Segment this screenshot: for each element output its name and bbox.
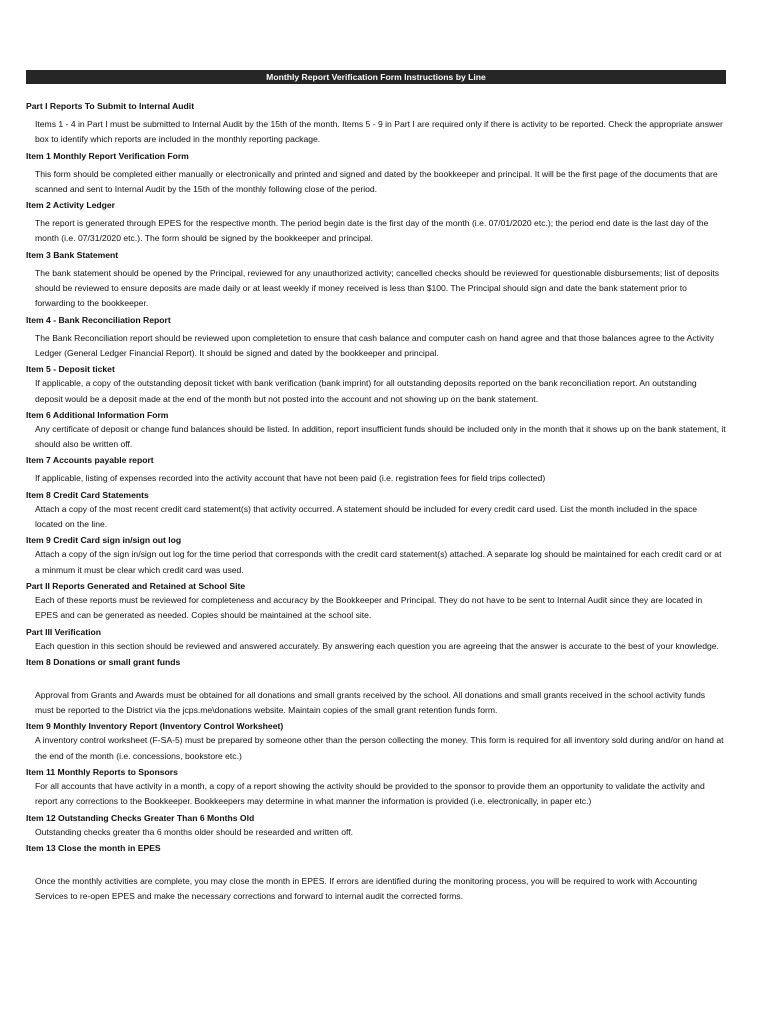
section-heading: Item 2 Activity Ledger (26, 200, 115, 211)
section-text: A inventory control worksheet (F-SA-5) must be prepared by someone other than the person collecting the money. This form is required for all inventory sold during and/or on hand at the end of the month (i.e. concessions, bookstore etc.) (35, 735, 724, 761)
section-part-1 (26, 100, 726, 148)
section-heading: Part III Verification (26, 626, 101, 637)
section-text: If applicable, a copy of the outstanding deposit ticket with bank verification (bank imprint) for all outstanding deposits reported on the bank reconciliation report. An outstanding deposit would be a deposit made at the end of the month but not posted into the account and not showing up on the bank statement. (35, 378, 697, 404)
section-text: Items 1 - 4 in Part I must be submitted to Internal Audit by the 15th of the month. Items 5 - 9 in Part I are required only if there is activity to be reported. Check the appropriate answer box to identify which reports are included in the monthly reporting package. (35, 119, 723, 145)
document-page (26, 70, 726, 907)
document-title: Monthly Report Verification Form Instructions by Line (26, 70, 726, 84)
section-text: Attach a copy of the sign in/sign out log for the time period that corresponds with the credit card statement(s) attached. A separate log should be maintained for each credit card or at a minmum it must be clear which credit card was used. (35, 549, 722, 575)
section-item-2 (26, 199, 726, 247)
section-heading: Item 4 - Bank Reconciliation Report (26, 314, 171, 325)
section-part-3 (26, 626, 726, 654)
section-item-3 (26, 249, 726, 312)
section-item-8 (26, 489, 726, 533)
section-heading: Item 6 Additional Information Form (26, 409, 169, 420)
section-heading: Part I Reports To Submit to Internal Audit (26, 101, 195, 111)
section-text: For all accounts that have activity in a month, a copy of a report showing the activity should be provided to the sponsor to provide them an opportunity to validate the activity and report any corrections to the Bookkeeper. Bookkeepers may determine in what manner the information is provided (i.e. electronically, in paper etc.) (35, 781, 705, 807)
section-heading: Item 8 Credit Card Statements (26, 489, 149, 500)
section-text: Approval from Grants and Awards must be obtained for all donations and small grants received by the school. All donations and small grants received in the school activity funds must be reported to the District via the jcps.me\donations website. Maintain copies of the small grant retention funds form. (35, 689, 706, 716)
section-text: Attach a copy of the most recent credit card statement(s) that activity occurred. A statement should be included for every credit card used. List the month included in the space located on the line. (35, 503, 698, 530)
section-item-4 (26, 314, 726, 362)
section-part-2 (26, 580, 726, 624)
section-heading: Item 1 Monthly Report Verification Form (26, 150, 189, 161)
section-text: The report is generated through EPES for the respective month. The period begin date is the first day of the month (i.e. 07/01/2020 etc.); the period end date is the last day of the month (i.e. 07/31/2020 etc.). The form should be signed by the bookkeeper and principal. (35, 218, 709, 244)
section-item-12 (26, 812, 726, 840)
section-heading: Item 8 Donations or small grant funds (26, 656, 181, 667)
section-text: The Bank Reconciliation report should be reviewed upon completetion to ensure that cash balance and computer cash on hand agree and that those balances agree to the Activity Ledger (General Ledger Financial Report). It should be signed and dated by the bookkeeper and principal. (35, 332, 714, 358)
section-heading: Item 9 Credit Card sign in/sign out log (26, 535, 182, 546)
section-item-11 (26, 766, 726, 810)
section-item-9 (26, 534, 726, 578)
section-heading: Item 9 Monthly Inventory Report (Inventory Control Worksheet) (26, 721, 284, 732)
section-item-1 (26, 150, 726, 198)
section-item-9-inventory (26, 720, 726, 764)
section-heading: Item 3 Bank Statement (26, 249, 119, 260)
section-heading: Item 7 Accounts payable report (26, 455, 154, 466)
section-heading: Part II Reports Generated and Retained at School Site (26, 580, 246, 591)
section-text: Each of these reports must be reviewed for completeness and accuracy by the Bookkeeper and Principal. They do not have to be sent to Internal Audit since they are located in EPES and can be generated as needed. Copies should be maintained at the school site. (35, 594, 703, 621)
section-text: If applicable, listing of expenses recorded into the activity account that have not been paid (i.e. registration fees for field trips collected) (35, 473, 546, 484)
section-item-5 (26, 363, 726, 407)
section-text: Once the monthly activities are complete, you may close the month in EPES. If errors are identified during the monitoring process, you will be required to work with Accounting Services to re-open EPES and make the necessary corrections and forward to internal audit the corrected forms. (35, 875, 698, 902)
section-item-13 (26, 842, 726, 905)
section-text: Each question in this section should be reviewed and answered accurately. By answering each question you are agreeing that the answer is accurate to the best of your knowledge. (35, 640, 719, 651)
section-item-6 (26, 409, 726, 453)
section-text: The bank statement should be opened by the Principal, reviewed for any unauthorized activity; cancelled checks should be reviewed for questionable disbursements; list of deposits should be reviewed to ensure deposits are made daily or at least weekly if money received is less than $100. The Principal should sign and date the bank statement prior to forwarding to the bookkeeper. (35, 267, 720, 309)
section-heading: Item 13 Close the month in EPES (26, 842, 161, 853)
section-item-8-donations (26, 656, 726, 719)
section-text: Outstanding checks greater tha 6 months older should be researded and written off. (35, 826, 354, 837)
section-item-7 (26, 454, 726, 486)
section-heading: Item 11 Monthly Reports to Sponsors (26, 767, 178, 778)
section-heading: Item 5 - Deposit ticket (26, 364, 115, 375)
section-text: Any certificate of deposit or change fund balances should be listed. In addition, report insufficient funds should be included only in the month that it shows up on the bank statement, it should also be written off. (35, 423, 726, 450)
section-text: This form should be completed either manually or electronically and printed and signed and dated by the bookkeeper and principal. It will be the first page of the documents that are scanned and sent to Internal Audit by the 15th of the monthly following close of the period. (35, 168, 718, 194)
section-heading: Item 12 Outstanding Checks Greater Than 6 Months Old (26, 812, 255, 823)
